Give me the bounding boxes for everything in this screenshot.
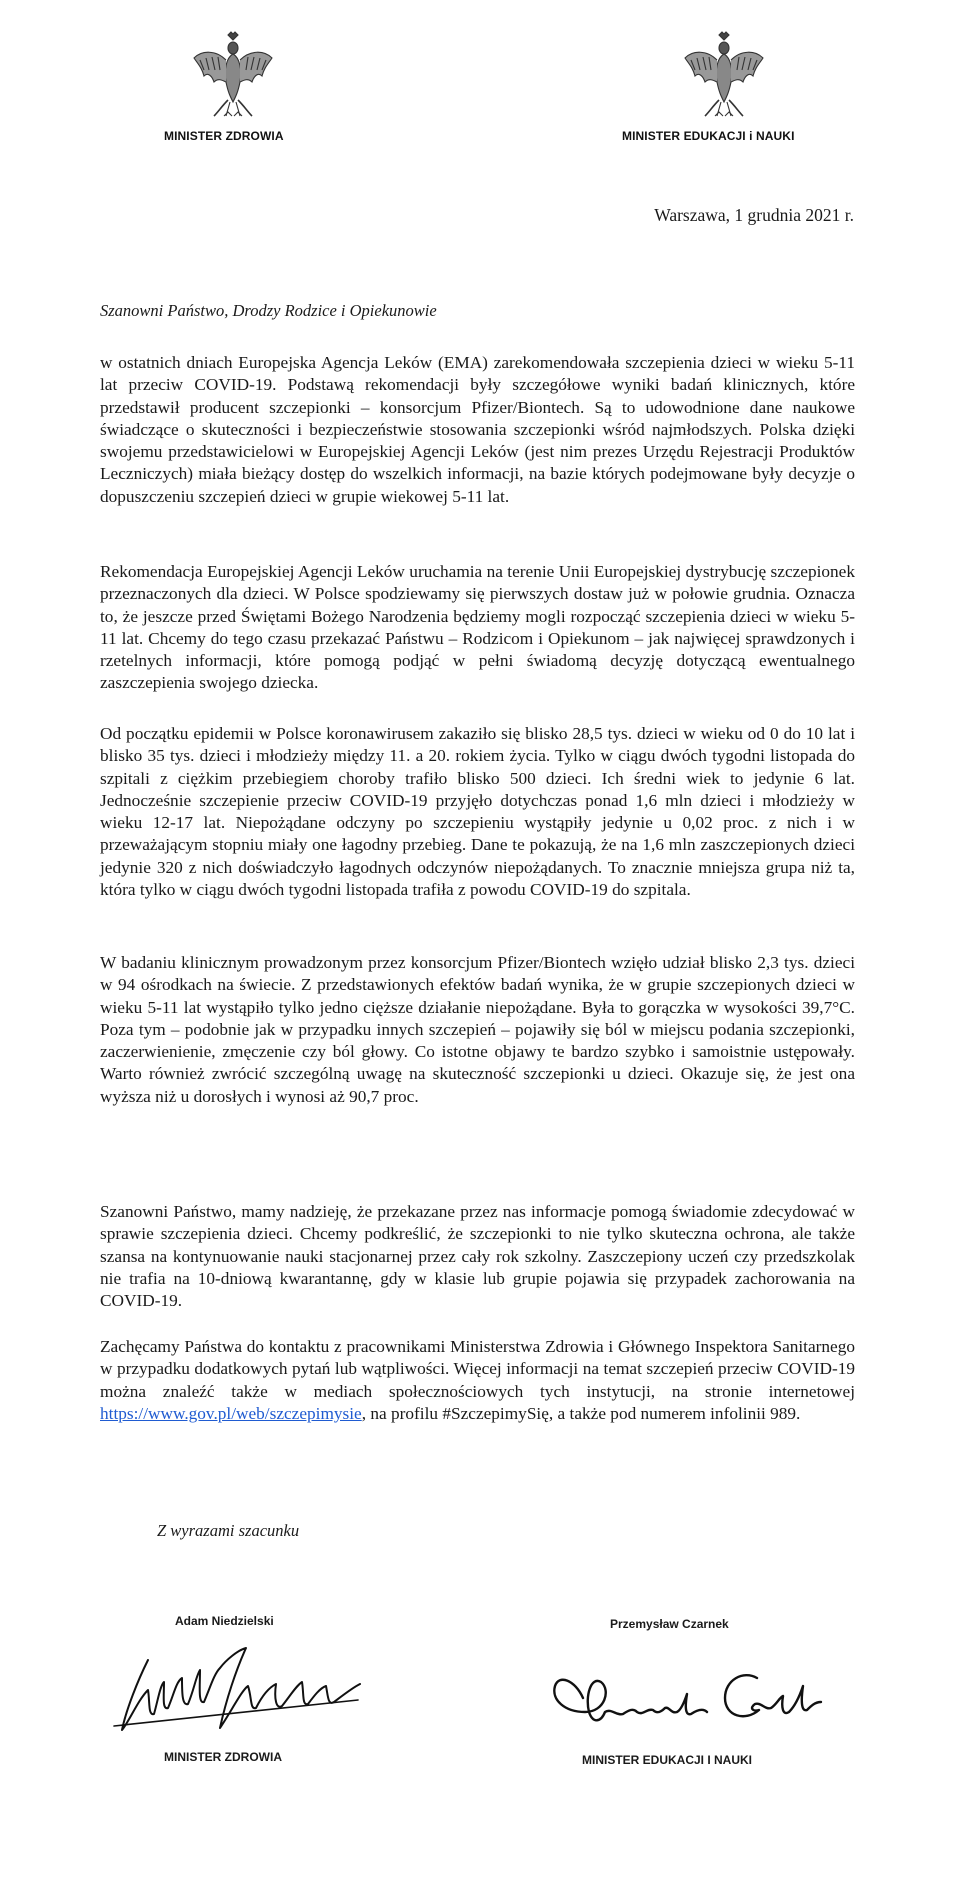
paragraph-text: w ostatnich dniach Europejska Agencja Leków (EMA) zarekomendowała szczepienia dzieci w wieku 5-11 lat przeciw COVID-19. Podstawą rekomendacji były szczegółowe wyniki badań klinicznych, które przedstawił producent szczepionki – konsorcjum Pfizer/Biontech. Są to udowodnione dane naukowe świadczące o skuteczności i bezpieczeństwie stosowania szczepionki wśród najmłodszych. Polska dzięki swojemu przedstawicielowi w Europejskiej Agencji Leków (jest nim prezes Urzędu Rejestracji Produktów Leczniczych) miała bieżący dostęp do wszelkich informacji, na bazie których podejmowane były decyzje o dopuszczeniu szczepień dzieci w grupie wiekowej 5-11 lat. [100, 353, 855, 506]
signature-education-minister [545, 1650, 825, 1735]
polish-eagle-emblem-icon [679, 30, 769, 122]
signatory-role-education: MINISTER EDUKACJI I NAUKI [582, 1753, 753, 1767]
paragraph-text: Szanowni Państwo, mamy nadzieję, że przekazane przez nas informacje pomogą świadomie zdecydować w sprawie szczepienia dzieci. Chcemy podkreślić, że szczepionki to nie tylko skuteczna ochrona, ale także szansa na kontynuowanie nauki stacjonarnej przez cały rok szkolny. Zaszczepiony uczeń czy przedszkolak nie trafia na 10-dniową kwarantannę, gdy w klasie lub grupie pojawia się przypadek zachorowania na COVID-19. [100, 1202, 855, 1311]
signatory-role-health: MINISTER ZDROWIA [164, 1750, 282, 1764]
paragraph-ema-recommendation [100, 352, 855, 508]
ministry-label-health: MINISTER ZDROWIA [164, 129, 284, 143]
signature-health-minister [108, 1630, 368, 1740]
polish-eagle-emblem-icon [188, 30, 278, 122]
salutation: Szanowni Państwo, Drodzy Rodzice i Opiekunowie [100, 301, 437, 320]
contact-text-start: Zachęcamy Państwa do kontaktu z pracownikami Ministerstwa Zdrowia i Głównego Inspektora Sanitarnego w przypadku dodatkowych pytań lub wątpliwości. Więcej informacji na temat szczepień przeciw COVID-19 można znaleźć także w mediach społecznościowych tych instytucji, na stronie internetowej [100, 1337, 855, 1401]
paragraph-clinical-trial [100, 952, 855, 1108]
signatory-name-health: Adam Niedzielski [175, 1614, 274, 1628]
paragraph-epidemic-statistics [100, 723, 855, 901]
paragraph-text [100, 1336, 855, 1425]
paragraph-text: W badaniu klinicznym prowadzonym przez konsorcjum Pfizer/Biontech wzięło udział blisko 2,3 tys. dzieci w 94 ośrodkach na świecie. Z przedstawionych efektów badań wynika, że w grupie szczepionych dzieci w wieku 5-11 lat wystąpiło tylko jedno cięższe działanie niepożądane. Była to gorączka w wysokości 39,7°C. Poza tym – podobnie jak w przypadku innych szczepień – pojawiły się ból w miejscu podania szczepionki, zaczerwienienie, zmęczenie czy ból głowy. Co istotne objawy te bardzo szybko i samoistnie ustępowały. Warto również zwrócić szczególną uwagę na skuteczność szczepionki u dzieci. Okazuje się, że jest ona wyższa niż u dorosłych i wynosi aż 90,7 proc. [100, 953, 855, 1106]
ministry-label-education: MINISTER EDUKACJI i NAUKI [622, 129, 795, 143]
signatory-name-education: Przemysław Czarnek [610, 1617, 729, 1631]
paragraph-appeal [100, 1201, 855, 1312]
paragraph-text: Od początku epidemii w Polsce koronawirusem zakaziło się blisko 28,5 tys. dzieci w wieku od 0 do 10 lat i blisko 35 tys. dzieci i młodzieży między 11. a 20. rokiem życia. Tylko w ciągu dwóch tygodni listopada do szpitali z ciężkim przebiegiem choroby trafiło blisko 500 dzieci. Ich średni wiek to jedynie 6 lat. Jednocześnie szczepienie przeciw COVID-19 przyjęło dotychczas ponad 1,6 mln dzieci i młodzieży w wieku 12-17 lat. Niepożądane odczyny po szczepieniu wystąpiły jedynie u 0,02 proc. z nich i w przeważającym stopniu miały one łagodny przebieg. Dane te pokazują, że na 1,6 mln zaszczepionych dzieci jedynie 320 z nich doświadczyło łagodnych odczynów niepożądanych. To znacznie mniejsza grupa niż ta, która tylko w ciągu dwóch tygodni listopada trafiła z powodu COVID-19 do szpitala. [100, 724, 855, 900]
contact-text-end: , na profilu #SzczepimySię, a także pod numerem infolinii 989. [361, 1403, 801, 1423]
vaccination-website-link[interactable]: https://www.gov.pl/web/szczepimysie [100, 1403, 362, 1423]
paragraph-vaccine-distribution [100, 561, 855, 695]
paragraph-text: Rekomendacja Europejskiej Agencji Leków uruchamia na terenie Unii Europejskiej dystrybucję szczepionek przeznaczonych dla dzieci. W Polsce spodziewamy się pierwszych dostaw już w połowie grudnia. Oznacza to, że jeszcze przed Świętami Bożego Narodzenia będziemy mogli rozpocząć szczepienia dzieci w wieku 5-11 lat. Chcemy do tego czasu przekazać Państwu – Rodzicom i Opiekunom – jak najwięcej sprawdzonych i rzetelnych informacji, które pomogą podjąć w pełni świadomą decyzję dotyczącą ewentualnego zaszczepienia swojego dziecka. [100, 562, 855, 693]
paragraph-contact-info [100, 1336, 855, 1425]
closing-phrase: Z wyrazami szacunku [157, 1521, 300, 1540]
date-line: Warszawa, 1 grudnia 2021 r. [654, 205, 854, 225]
